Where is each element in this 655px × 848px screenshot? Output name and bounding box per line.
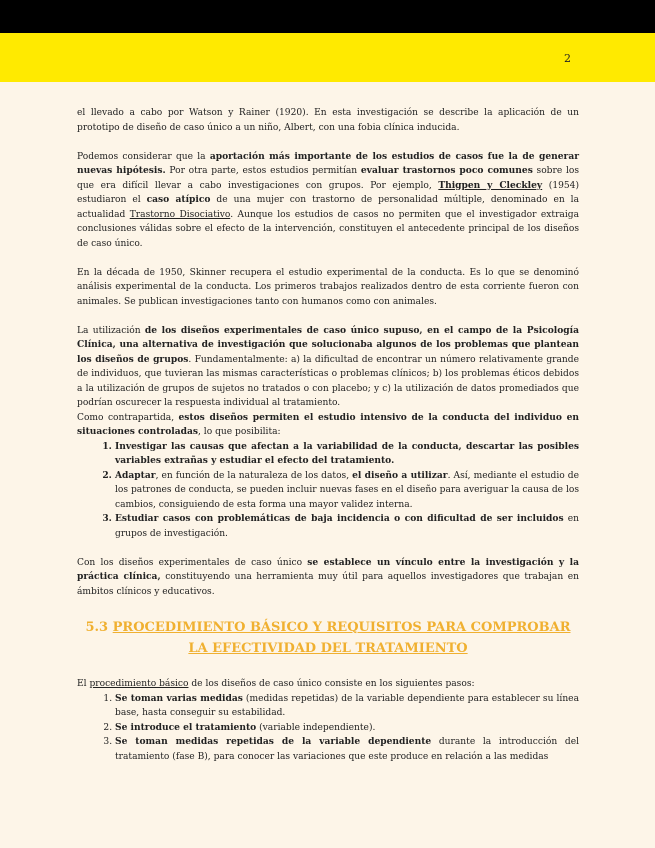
list-item: [115, 721, 579, 736]
text-run: sobre los que era difícil llevar a cabo investigaciones con grupos. Por ejemplo,: [77, 166, 579, 191]
text-run: , lo que posibilita:: [198, 427, 281, 437]
section-heading: [77, 617, 579, 659]
bold-text: caso atípico: [146, 194, 211, 205]
text-run: , en función de la naturaleza de los datos,: [155, 470, 353, 481]
bold-text: se establece un vínculo entre la investigación y la práctica clínica,: [77, 556, 579, 582]
underlined-term: procedimiento básico: [89, 679, 189, 689]
paragraph-experimental-designs: [77, 324, 579, 411]
underlined-term: Trastorno Disociativo: [129, 209, 231, 220]
text-run: . Aunque los estudios de casos no permiten que el investigador extraiga conclusiones válidas sobre el efecto de la intervención, constituyen el antecedente principal de los diseños de caso único.: [77, 209, 579, 249]
list-item: [115, 512, 579, 541]
header-yellow-band: [0, 33, 655, 82]
text-run: La utilización: [77, 325, 145, 336]
paragraph-clinical-link: [77, 556, 579, 600]
text-run: . Así, mediante el estudio de los patrones de conducta, se pueden incluir nuevas fases en el diseño para averiguar la causa de los cambios, consiguiendo de esta forma una mayor validez interna.: [115, 470, 579, 510]
text-run: Como contrapartida,: [77, 412, 179, 423]
text-run: El: [77, 679, 90, 689]
procedure-steps-list: [77, 692, 579, 765]
bold-text: de los diseños experimentales de caso único supuso, en el campo de la Psicología Clínica, una alternativa de investigación que solucionaba algunos de los problemas que plantean los diseños de grupos: [77, 324, 579, 365]
bold-text: Estudiar casos con problemáticas de baja incidencia o con dificultad de ser incluidos: [115, 513, 564, 524]
bold-text: Investigar las causas que afectan a la variabilidad de la conducta, descartar las posibles variables extrañas y estudiar el efecto del tratamiento.: [115, 440, 579, 466]
page-number: 2: [564, 52, 571, 65]
list-item: [115, 469, 579, 513]
bold-text: Se toman medidas repetidas de la variable dependiente: [115, 736, 432, 747]
list-item: [115, 735, 579, 764]
section-number: 5.3: [85, 620, 113, 635]
text-run: . Fundamentalmente: a) la dificultad de encontrar un número relativamente grande de individuos, que tuvieran las mismas características o problemas clínicos; b) los problemas éticos debidos a la utilización de grupos de sujetos no tratados o con placebo; y c) la utilización de datos promediados que podrían oscurecer la respuesta individual al tratamiento.: [77, 354, 579, 408]
paragraph-watson: el llevado a cabo por Watson y Rainer (1920). En esta investigación se describe la aplicación de un prototipo de diseño de caso único a un niño, Albert, con una fobia clínica inducida.: [77, 108, 579, 133]
section-title: PROCEDIMIENTO BÁSICO Y REQUISITOS PARA COMPROBAR LA EFECTIVIDAD DEL TRATAMIENTO: [112, 620, 571, 656]
paragraph-skinner: En la década de 1950, Skinner recupera el estudio experimental de la conducta. Es lo que se denominó análisis experimental de la conducta. Los primeros trabajos realizados dentro de esta corriente fueron con animales. Se publican investigaciones tanto con humanos como con animales.: [77, 267, 579, 307]
text-run: de los diseños de caso único consiste en los siguientes pasos:: [188, 679, 475, 689]
paragraph-case-studies: [77, 150, 579, 252]
bold-text: Se introduce el tratamiento: [115, 721, 257, 733]
bold-text: Se toman varias medidas: [115, 692, 243, 704]
text-run: durante la introducción del tratamiento (fase B), para conocer las variaciones que este produce en relación a las medidas: [115, 737, 579, 762]
text-run: Con los diseños experimentales de caso único: [77, 557, 308, 568]
header-black-bar: [0, 0, 655, 33]
text-run: (variable independiente).: [256, 722, 376, 733]
text-run: de una mujer con trastorno de personalidad múltiple, denominado en la actualidad: [77, 195, 580, 220]
document-body: [77, 106, 579, 764]
text-run: (1954) estudiaron el: [77, 180, 580, 205]
bold-text: evaluar trastornos poco comunes: [360, 165, 533, 176]
text-run: (medidas repetidas) de la variable dependiente para establecer su línea base, hasta conseguir su estabilidad.: [115, 693, 579, 718]
paragraph-basic-procedure: [77, 677, 579, 692]
text-run: constituyendo una herramienta muy útil para aquellos investigadores que trabajan en ámbitos clínicos y educativos.: [77, 572, 579, 597]
bold-text: estos diseños permiten el estudio intensivo de la conducta del individuo en situaciones controladas: [77, 411, 579, 437]
paragraph-contrapartida: [77, 411, 579, 440]
reference-link: Thigpen y Cleckley: [438, 179, 543, 191]
text-run: Podemos considerar que la: [77, 151, 210, 162]
text-run: Por otra parte, estos estudios permitían: [165, 166, 361, 176]
possibilities-list: [77, 440, 579, 542]
bold-text: Adaptar: [115, 469, 156, 481]
list-item: [115, 692, 579, 721]
text-run: en grupos de investigación.: [115, 514, 579, 539]
bold-text: el diseño a utilizar: [352, 469, 448, 481]
list-item: [115, 440, 579, 469]
bold-text: aportación más importante de los estudios de casos fue la de generar nuevas hipótesis.: [77, 150, 579, 176]
